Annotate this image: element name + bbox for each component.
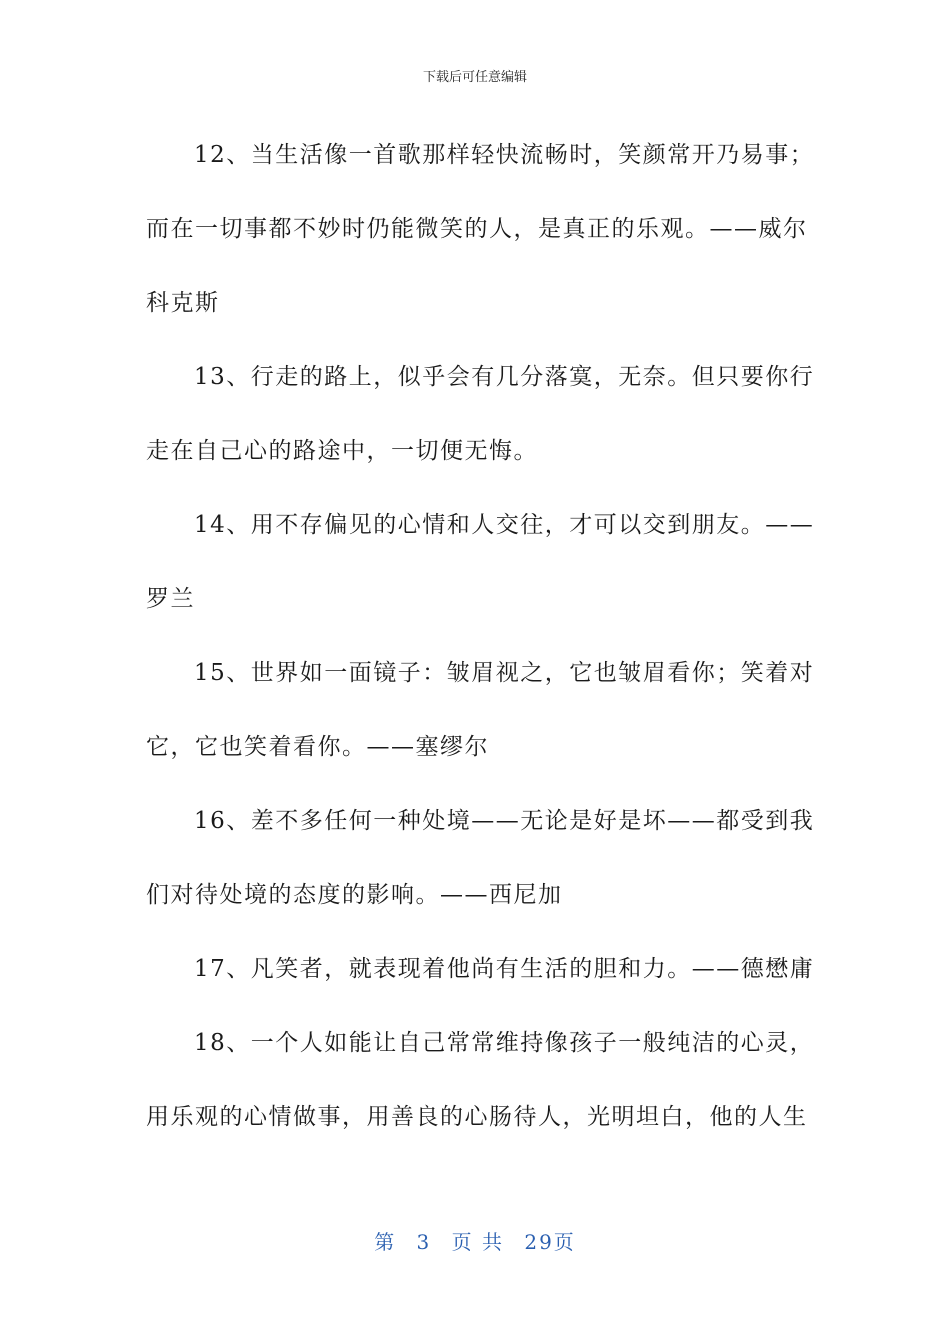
paragraph-line: 科克斯 bbox=[146, 290, 220, 316]
quote-paragraph bbox=[146, 340, 815, 488]
document-body bbox=[146, 118, 815, 1154]
paragraph-line: 16、差不多任何一种处境——无论是好是坏——都受到我 bbox=[194, 808, 815, 834]
quote-paragraph bbox=[146, 1006, 815, 1154]
paragraph-line: 用乐观的心情做事，用善良的心肠待人，光明坦白，他的人生 bbox=[146, 1104, 808, 1130]
quote-paragraph bbox=[146, 488, 815, 636]
quote-paragraph bbox=[146, 784, 815, 932]
paragraph-line: 17、凡笑者，就表现着他尚有生活的胆和力。——德懋庸 bbox=[194, 956, 815, 982]
quote-paragraph bbox=[146, 932, 815, 1006]
paragraph-line: 走在自己心的路途中，一切便无悔。 bbox=[146, 438, 538, 464]
paragraph-line: 们对待处境的态度的影响。——西尼加 bbox=[146, 882, 563, 908]
quote-paragraph bbox=[146, 636, 815, 784]
page-footer bbox=[0, 1226, 950, 1255]
paragraph-line: 14、用不存偏见的心情和人交往，才可以交到朋友。—— bbox=[194, 512, 815, 538]
paragraph-line: 12、当生活像一首歌那样轻快流畅时，笑颜常开乃易事； bbox=[194, 142, 815, 168]
current-page-number: 3 bbox=[416, 1230, 432, 1254]
footer-middle: 页 共 bbox=[451, 1230, 504, 1254]
paragraph-line: 罗兰 bbox=[146, 586, 195, 612]
footer-prefix: 第 bbox=[374, 1230, 397, 1254]
quote-paragraph bbox=[146, 118, 815, 340]
paragraph-line: 而在一切事都不妙时仍能微笑的人，是真正的乐观。——威尔 bbox=[146, 216, 808, 242]
header-note: 下载后可任意编辑 bbox=[422, 70, 527, 85]
paragraph-line: 13、行走的路上，似乎会有几分落寞，无奈。但只要你行 bbox=[194, 364, 815, 390]
total-pages: 29页 bbox=[524, 1230, 576, 1254]
paragraph-line: 18、一个人如能让自己常常维持像孩子一般纯洁的心灵， bbox=[194, 1030, 815, 1056]
paragraph-line: 15、世界如一面镜子：皱眉视之，它也皱眉看你；笑着对 bbox=[194, 660, 815, 686]
paragraph-line: 它，它也笑着看你。——塞缪尔 bbox=[146, 734, 489, 760]
